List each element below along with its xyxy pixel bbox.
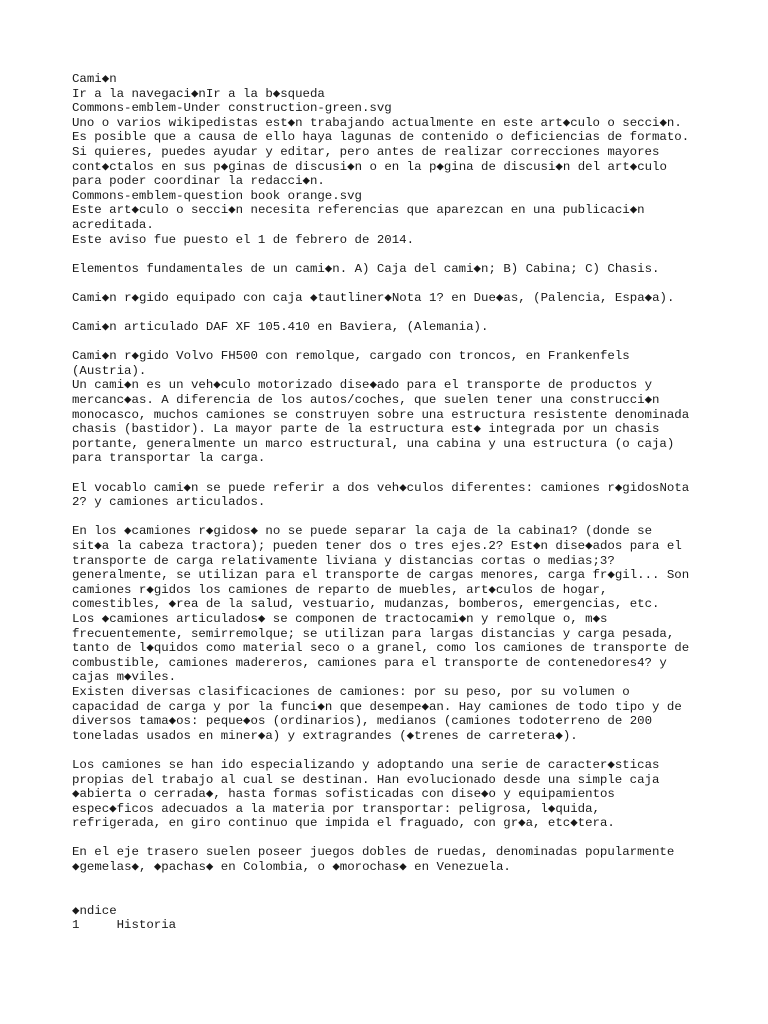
text-line: chasis (bastidor). La mayor parte de la estructura est◆ integrada por un chasis xyxy=(72,422,660,437)
text-line: combustible, camiones madereros, camiones para el transporte de contenedores4? y xyxy=(72,655,667,670)
text-line: Commons-emblem-question book orange.svg xyxy=(72,188,362,203)
document-body xyxy=(72,72,712,933)
text-line: Cami◆n xyxy=(72,72,117,86)
text-line: ◆ndice xyxy=(72,903,117,918)
text-line: cont◆ctalos en sus p◆ginas de discusi◆n o en la p◆gina de discusi◆n del art◆culo xyxy=(72,159,667,174)
text-line: Commons-emblem-Under construction-green.svg xyxy=(72,101,392,116)
text-line: para transportar la carga. xyxy=(72,451,266,466)
text-line: Uno o varios wikipedistas est◆n trabajando actualmente en este art◆culo o secci◆n. xyxy=(72,115,682,130)
text-line: toneladas usados en miner◆a) y extragrandes (◆trenes de carretera◆). xyxy=(72,728,578,743)
text-line: (Austria). xyxy=(72,363,147,378)
text-line xyxy=(72,466,712,481)
text-line: 1 Historia xyxy=(72,918,177,933)
text-line: Este art◆culo o secci◆n necesita referencias que aparezcan en una publicaci◆n xyxy=(72,203,645,218)
text-line xyxy=(72,306,712,321)
text-line: refrigerada, en giro continuo que impida el fraguado, con gr◆a, etc◆tera. xyxy=(72,816,615,831)
text-line: Ir a la navegaci◆nIr a la b◆squeda xyxy=(72,86,325,101)
text-line: En el eje trasero suelen poseer juegos dobles de ruedas, denominadas popularmente xyxy=(72,845,675,860)
text-line: cajas m◆viles. xyxy=(72,670,177,685)
text-line: Un cami◆n es un veh◆culo motorizado dise◆ado para el transporte de productos y xyxy=(72,378,653,393)
text-line: Este aviso fue puesto el 1 de febrero de 2014. xyxy=(72,232,415,247)
text-line: ◆gemelas◆, ◆pachas◆ en Colombia, o ◆morochas◆ en Venezuela. xyxy=(72,860,511,875)
text-line: mercanc◆as. A diferencia de los autos/coches, que suelen tener una construcci◆n xyxy=(72,393,660,408)
text-line: portante, generalmente un marco estructural, una cabina y una estructura (o caja) xyxy=(72,436,675,451)
text-line: transporte de carga relativamente liviana y distancias cortas o medias;3? xyxy=(72,553,615,568)
text-line xyxy=(72,510,712,525)
text-line: camiones r◆gidos los camiones de reparto de muebles, art◆culos de hogar, xyxy=(72,582,608,597)
text-line: acreditada. xyxy=(72,217,154,232)
text-line: generalmente, se utilizan para el transporte de cargas menores, carga fr◆gil... Son xyxy=(72,568,690,583)
text-line: El vocablo cami◆n se puede referir a dos veh◆culos diferentes: camiones r◆gidosNota xyxy=(72,480,690,495)
text-line: propias del trabajo al cual se destinan. Han evolucionado desde una simple caja xyxy=(72,772,660,787)
text-line xyxy=(72,276,712,291)
text-line: sit◆a la cabeza tractora); pueden tener dos o tres ejes.2? Est◆n dise◆ados para el xyxy=(72,539,682,553)
text-line: tanto de l◆quidos como material seco o a granel, como los camiones de transporte de xyxy=(72,641,690,656)
text-line: monocasco, muchos camiones se construyen sobre una estructura resistente denominada xyxy=(72,407,690,422)
text-line: Elementos fundamentales de un cami◆n. A) Caja del cami◆n; B) Cabina; C) Chasis. xyxy=(72,261,660,276)
text-line: capacidad de carga y por la funci◆n que desempe◆an. Hay camiones de todo tipo y de xyxy=(72,699,682,714)
text-line xyxy=(72,889,712,904)
text-line xyxy=(72,831,712,846)
text-line: 2? y camiones articulados. xyxy=(72,495,266,510)
text-line: frecuentemente, semirremolque; se utilizan para largas distancias y carga pesada, xyxy=(72,626,675,641)
text-line: Cami◆n r◆gido equipado con caja ◆tautliner◆Nota 1? en Due◆as, (Palencia, Espa◆a). xyxy=(72,290,675,305)
text-line: Es posible que a causa de ello haya lagunas de contenido o deficiencias de formato. xyxy=(72,130,690,145)
text-line xyxy=(72,335,712,350)
text-line xyxy=(72,875,712,890)
text-line xyxy=(72,247,712,262)
text-line: espec◆ficos adecuados a la materia por transportar: peligrosa, l◆quida, xyxy=(72,801,600,816)
text-line xyxy=(72,743,712,758)
text-line: ◆abierta o cerrada◆, hasta formas sofisticadas con dise◆o y equipamientos xyxy=(72,787,615,802)
text-line: Cami◆n r◆gido Volvo FH500 con remolque, cargado con troncos, en Frankenfels xyxy=(72,349,630,364)
text-line: Los camiones se han ido especializando y adoptando una serie de caracter◆sticas xyxy=(72,757,660,772)
text-line: En los ◆camiones r◆gidos◆ no se puede separar la caja de la cabina1? (donde se xyxy=(72,524,653,539)
text-line: diversos tama◆os: peque◆os (ordinarios), medianos (camiones todoterreno de 200 xyxy=(72,714,653,729)
text-line: Cami◆n articulado DAF XF 105.410 en Baviera, (Alemania). xyxy=(72,320,489,335)
text-line: Si quieres, puedes ayudar y editar, pero antes de realizar correcciones mayores xyxy=(72,144,660,159)
text-line: para poder coordinar la redacci◆n. xyxy=(72,174,325,189)
text-line: Existen diversas clasificaciones de camiones: por su peso, por su volumen o xyxy=(72,684,630,699)
text-line: comestibles, ◆rea de la salud, vestuario, mudanzas, bomberos, emergencias, etc. xyxy=(72,597,660,612)
text-line: Los ◆camiones articulados◆ se componen de tractocami◆n y remolque o, m◆s xyxy=(72,611,608,626)
